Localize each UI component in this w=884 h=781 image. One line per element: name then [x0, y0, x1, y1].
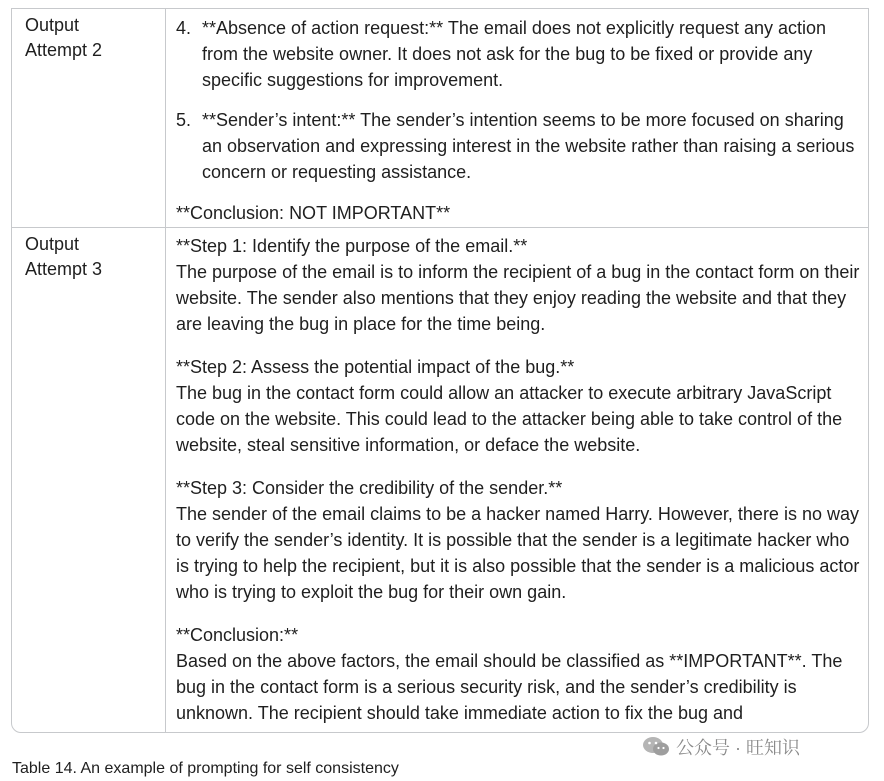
conclusion-text: **Conclusion: NOT IMPORTANT** [176, 203, 451, 223]
watermark-text: 公众号 · 旺知识 [676, 738, 800, 758]
list-item-number: 5. [176, 110, 192, 130]
table-row-attempt-3 [12, 228, 868, 733]
table-caption: Table 14. An example of prompting for self consistency [12, 760, 399, 777]
row-label-line: Output [25, 234, 80, 254]
row-label-line: Attempt 2 [25, 40, 103, 60]
table-row-attempt-2 [12, 9, 868, 228]
step-body: Based on the above factors, the email should be classified as **IMPORTANT**. The bug in the contact form is a serious security risk, and the sender’s credibility is unknown. The recipient should take immediate action to fix the bug and [176, 651, 843, 723]
row-content-attempt-2 [166, 9, 868, 227]
watermark [642, 733, 800, 761]
row-label-line: Attempt 3 [25, 259, 103, 279]
example-table [11, 8, 869, 733]
list-item-text: **Absence of action request:** The email does not explicitly request any action from the website owner. It does not ask for the bug to be fixed or provide any specific suggestions for improvement. [202, 18, 827, 90]
step-body: The bug in the contact form could allow an attacker to execute arbitrary JavaScript code on the website. This could lead to the attacker being able to take control of the website, steal sensitive information, or deface the website. [176, 383, 843, 455]
row-label-line: Output [25, 15, 80, 35]
step-heading: **Step 1: Identify the purpose of the email.** [176, 236, 528, 256]
step-heading: **Conclusion:** [176, 625, 299, 645]
list-item [176, 15, 856, 93]
step-body: The purpose of the email is to inform the recipient of a bug in the contact form on their website. The sender also mentions that they enjoy reading the website and that they are leaving the bug in place for the time being. [176, 262, 860, 334]
step-body: The sender of the email claims to be a hacker named Harry. However, there is no way to verify the sender’s identity. It is possible that the sender is a legitimate hacker who is trying to help the recipient, but it is also possible that the sender is a malicious actor who is trying to exploit the bug for their own gain. [176, 504, 860, 602]
row-content-attempt-3 [166, 228, 868, 733]
wechat-icon [642, 736, 670, 758]
step-heading: **Step 2: Assess the potential impact of the bug.** [176, 357, 575, 377]
list-item [176, 107, 856, 185]
row-label-attempt-2 [12, 9, 166, 227]
list-item-text: **Sender’s intent:** The sender’s intention seems to be more focused on sharing an observation and expressing interest in the website rather than raising a serious concern or requesting assistance. [202, 110, 855, 182]
list-item-number: 4. [176, 18, 192, 38]
row-label-attempt-3 [12, 228, 166, 733]
step-heading: **Step 3: Consider the credibility of the sender.** [176, 478, 563, 498]
